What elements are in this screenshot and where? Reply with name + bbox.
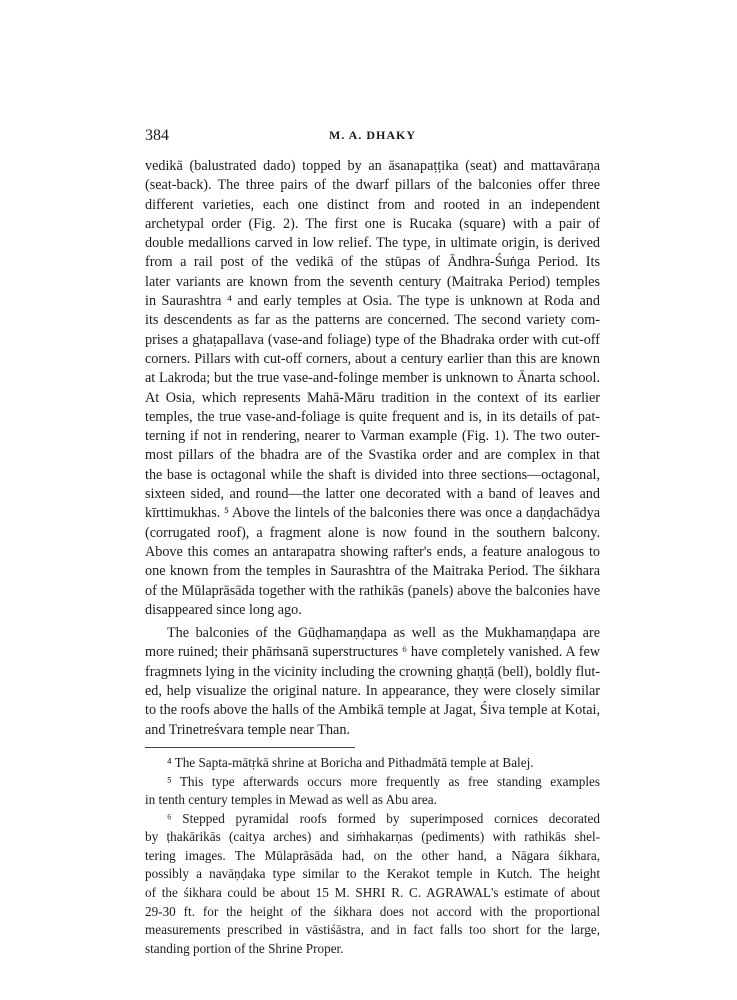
text-line: archetypal order (Fig. 2). The first one is Rucaka (square) with a pair of (145, 215, 600, 232)
text-line: one known from the temples in Saurashtra of the Maitraka Period. The śikhara (145, 563, 600, 580)
text-line: terning if not in rendering, nearer to Varman example (Fig. 1). The two outer- (145, 428, 600, 445)
text-line: at Lakroda; but the true vase-and-folinge member is unknown to Ānarta school. (145, 370, 600, 387)
page-header (145, 127, 600, 149)
footnote-line: ⁶ Stepped pyramidal roofs formed by superimposed cornices decorated (167, 810, 600, 826)
text-line: sixteen sided, and round—the latter one decorated with a band of leaves and (145, 486, 600, 503)
page-number: 384 (145, 127, 169, 144)
text-line: (seat-back). The three pairs of the dwarf pillars of the balconies offer three (145, 177, 600, 194)
footnote-line: ⁵ This type afterwards occurs more frequently as free standing examples (167, 773, 600, 789)
footnote-line: standing portion of the Shrine Proper. (145, 940, 344, 956)
text-line: more ruined; their phāṁsanā superstructures ⁶ have completely vanished. A few (145, 644, 600, 661)
text-line: and Trinetreśvara temple near Than. (145, 721, 350, 738)
text-line: from a rail post of the vedikā of the stūpas of Āndhra-Śuṅga Period. Its (145, 254, 600, 271)
footnote-line: in tenth century temples in Mewad as well as Abu area. (145, 792, 437, 808)
text-line: in Saurashtra ⁴ and early temples at Osia. The type is unknown at Roda and (145, 293, 600, 310)
running-head: M. A. DHAKY (329, 128, 416, 142)
text-line: prises a ghaṭapallava (vase-and foliage) type of the Bhadraka order with cut-off (145, 331, 600, 348)
text-line: fragmnets lying in the vicinity including the crowning ghaṇṭā (bell), boldly flut- (145, 663, 600, 680)
text-line: (corrugated roof), a fragment alone is now found in the southern balcony. (145, 524, 600, 541)
text-line: At Osia, which represents Mahā-Māru tradition in the context of its earlier (145, 389, 600, 406)
footnote-divider (145, 747, 355, 748)
footnote-6 (145, 810, 600, 959)
text-line: to the roofs above the halls of the Ambikā temple at Jagat, Śiva temple at Kotai, (145, 702, 600, 719)
text-line: later variants are known from the seventh century (Maitraka Period) temples (145, 273, 600, 290)
footnote-line: measurements prescribed in vāstiśāstra, and in fact falls too short for the large, (145, 922, 600, 938)
body-paragraph-2 (145, 624, 600, 740)
text-line: temples, the true vase-and-foliage is quite frequent and is, in its details of pat- (145, 408, 600, 425)
page (145, 127, 600, 958)
footnote-line: of the śikhara could be about 15 M. SHRI R. C. AGRAWAL's estimate of about (145, 885, 600, 901)
text-line: vedikā (balustrated dado) topped by an āsanapaṭṭika (seat) and mattavāraṇa (145, 158, 600, 174)
text-line: The balconies of the Gūḍhamaṇḍapa as well as the Mukhamaṇḍapa are (167, 625, 600, 642)
text-line: kīrttimukhas. ⁵ Above the lintels of the balconies there was once a daṇḍachādya (145, 505, 600, 522)
footnote-line: possibly a navāṇḍaka type similar to the Kerakot temple in Kutch. The height (145, 866, 600, 882)
text-line: most pillars of the bhadra are of the Svastika order and are complex in that (145, 447, 600, 464)
body-paragraph-1 (145, 157, 600, 620)
text-line: double medallions carved in low relief. The type, in ultimate origin, is derived (145, 235, 600, 252)
text-line: the base is octagonal while the shaft is divided into three sections—octagonal, (145, 466, 600, 483)
text-line: Above this comes an antarapatra showing rafter's ends, a feature analogous to (145, 543, 600, 560)
footnote-line: 29-30 ft. for the height of the śikhara does not accord with the proportional (145, 903, 600, 919)
text-line: different varieties, each one distinct from and rooted in an independent (145, 196, 600, 213)
footnote-5 (145, 773, 600, 810)
footnote-line: tering images. The Mūlaprāsāda had, on the other hand, a Nāgara śikhara, (145, 847, 600, 863)
text-line: its descendents as far as the patterns are concerned. The second variety com- (145, 312, 600, 329)
text-line: ed, help visualize the original nature. In appearance, they were closely similar (145, 683, 600, 700)
footnote-line: by ṭhakārikās (caitya arches) and siṁhakarṇas (pediments) with rathikās shel- (145, 829, 600, 845)
footnote-line: ⁴ The Sapta-mātṛkā shrine at Boricha and Pithadmātā temple at Balej. (167, 754, 534, 770)
footnote-4 (145, 754, 600, 773)
text-line: corners. Pillars with cut-off corners, about a century earlier than this are known (145, 350, 600, 367)
text-line: disappeared since long ago. (145, 601, 302, 618)
text-line: of the Mūlaprāsāda together with the rathikās (panels) above the balconies have (145, 582, 600, 599)
